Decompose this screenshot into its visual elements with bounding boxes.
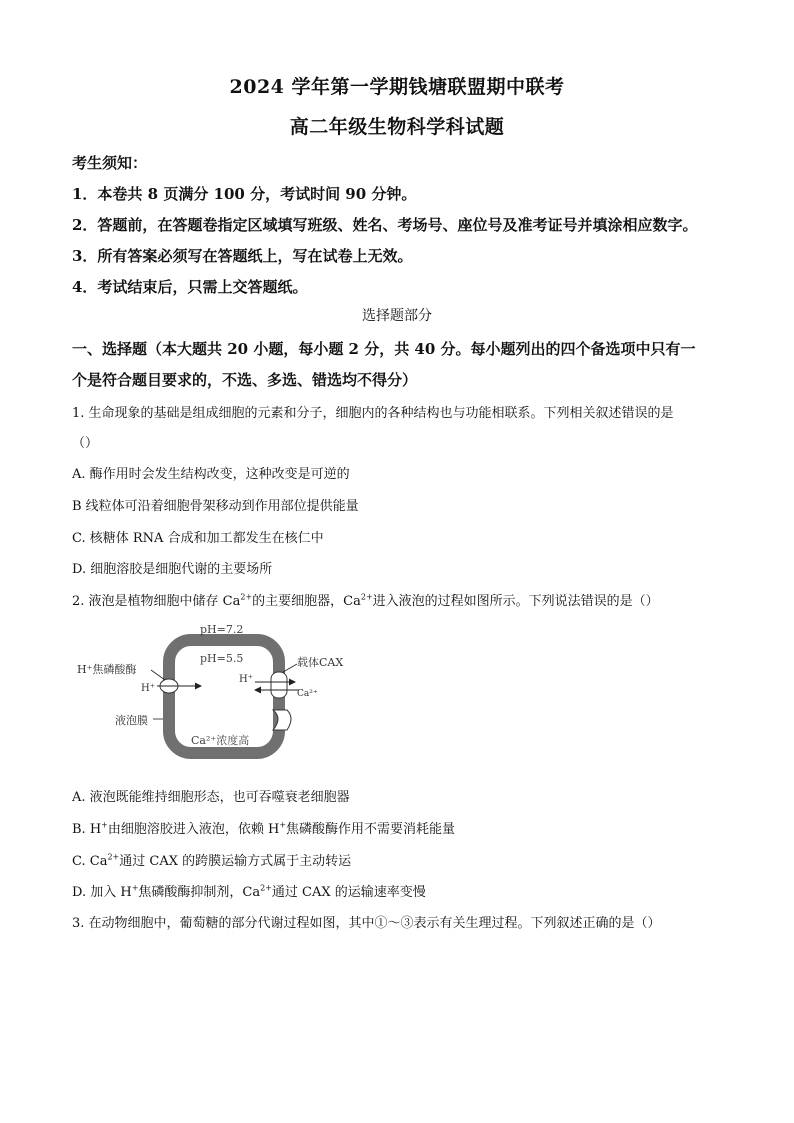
question-2-option-d: D. 加入 H+焦磷酸酶抑制剂，$Ca^{2+}$通过 CAX 的运输速率变慢 bbox=[72, 883, 426, 900]
question-2-option-b: B. H+由细胞溶胶进入液泡，依赖 H+焦磷酸酶作用不需要消耗能量 bbox=[72, 820, 456, 837]
ph-inside-label: pH=5.5 bbox=[200, 652, 244, 665]
pump-label: H⁺焦磷酸酶 bbox=[77, 663, 137, 676]
question-1-stem: 1. 生命现象的基础是组成细胞的元素和分子，细胞内的各种结构也与功能相联系。下列相关叙述错误的是 bbox=[72, 406, 674, 421]
carrier-h-label: H⁺ bbox=[239, 674, 253, 685]
pump-ion-label: H⁺ bbox=[141, 683, 155, 694]
carrier-ca-label: Ca²⁺ bbox=[297, 689, 318, 699]
question-1-option-d: D. 细胞溶胶是细胞代谢的主要场所 bbox=[72, 562, 273, 577]
notice-heading: 考生须知： bbox=[72, 154, 148, 172]
membrane-label: 液泡膜 bbox=[115, 714, 148, 727]
question-1-option-a: A. 酶作用时会发生结构改变，这种改变是可逆的 bbox=[72, 467, 350, 482]
part-heading: 一、选择题（本大题共 20 小题，每小题 2 分，共 40 分。每小题列出的四个备选项中只有一 bbox=[72, 340, 696, 358]
exam-subtitle: 高二年级生物科学科试题 bbox=[289, 116, 505, 138]
section-title: 选择题部分 bbox=[362, 308, 432, 324]
question-1-option-b: B 线粒体可沿着细胞骨架移动到作用部位提供能量 bbox=[72, 499, 359, 514]
question-2-option-a: A. 液泡既能维持细胞形态，也可吞噬衰老细胞器 bbox=[72, 790, 350, 805]
notice-item: 4．考试结束后，只需上交答题纸。 bbox=[72, 278, 308, 296]
question-1-option-c: C. 核糖体 RNA 合成和加工都发生在核仁中 bbox=[72, 531, 324, 546]
carrier-pointer bbox=[283, 664, 297, 672]
question-2-option-c: C. $Ca^{2+}$通过 CAX 的跨膜运输方式属于主动转运 bbox=[72, 852, 352, 869]
question-1-blank: （） bbox=[72, 436, 99, 451]
question-3-stem: 3. 在动物细胞中，葡萄糖的部分代谢过程如图，其中①～③表示有关生理过程。下列叙述正确的是（） bbox=[72, 916, 661, 931]
vacuole-diagram bbox=[75, 620, 365, 770]
ph-outside-label: pH=7.2 bbox=[200, 623, 244, 636]
notice-item: 3．所有答案必须写在答题纸上，写在试卷上无效。 bbox=[72, 247, 413, 265]
carrier-label: 载体CAX bbox=[297, 656, 344, 669]
cax-carrier bbox=[271, 672, 287, 698]
question-2-stem: 2. 液泡是植物细胞中储存 $Ca^{2+}$的主要细胞器，$Ca^{2+}$进入液泡的过程如图所示。下列说法错误的是（） bbox=[72, 592, 659, 609]
pump-pointer bbox=[151, 670, 165, 680]
inside-label: Ca²⁺浓度高 bbox=[191, 734, 250, 747]
exam-title: 2024 学年第一学期钱塘联盟期中联考 bbox=[229, 76, 565, 98]
notice-item: 1．本卷共 8 页满分 100 分，考试时间 90 分钟。 bbox=[72, 185, 417, 203]
notice-item: 2．答题前，在答题卷指定区域填写班级、姓名、考场号、座位号及准考证号并填涂相应数字。 bbox=[72, 216, 698, 234]
part-heading-cont: 个是符合题目要求的，不选、多选、错选均不得分） bbox=[72, 371, 418, 389]
